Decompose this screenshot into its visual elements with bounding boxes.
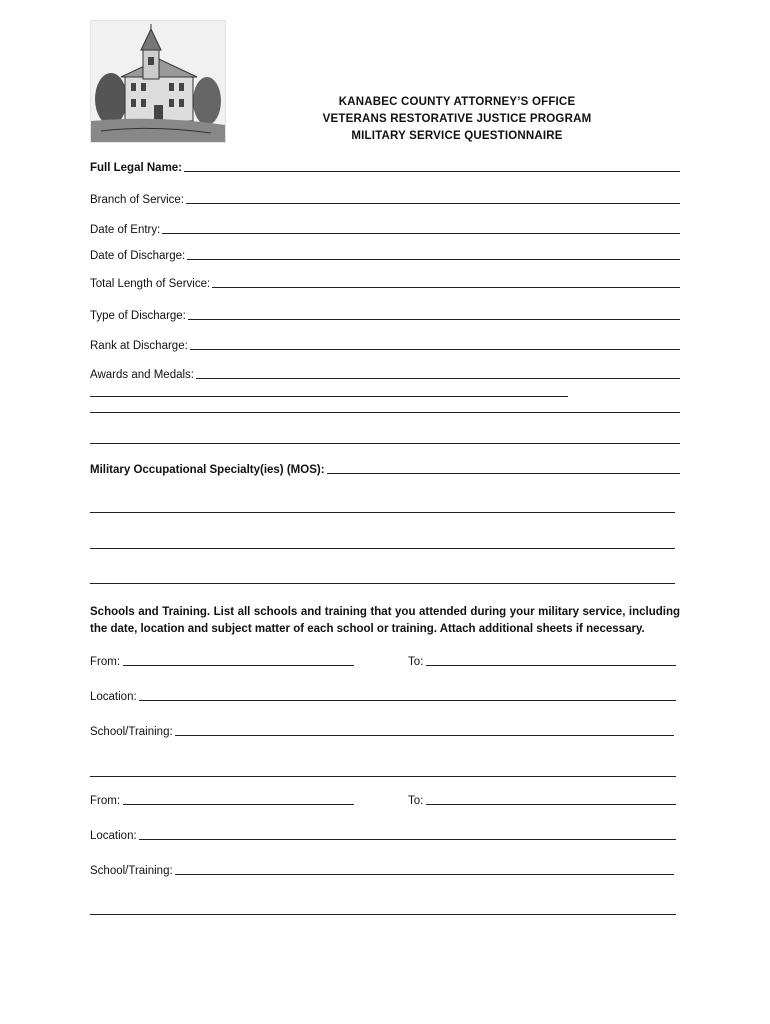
rank-at-discharge-line[interactable] bbox=[190, 349, 680, 350]
school-training-field[interactable] bbox=[90, 865, 674, 877]
courthouse-logo bbox=[90, 20, 226, 143]
rank-at-discharge-field[interactable] bbox=[90, 340, 680, 352]
school-training-line[interactable] bbox=[175, 874, 674, 875]
awards-and-medals-field[interactable] bbox=[90, 369, 680, 381]
awards-and-medals-line[interactable] bbox=[196, 378, 680, 379]
from-line[interactable] bbox=[123, 665, 354, 666]
location-line[interactable] bbox=[139, 839, 676, 840]
mos-field[interactable] bbox=[90, 464, 680, 476]
school-training-extra-line[interactable] bbox=[90, 776, 676, 777]
school-training-field[interactable] bbox=[90, 726, 674, 738]
full-legal-name-label: Full Legal Name: bbox=[90, 162, 183, 174]
total-length-of-service-label: Total Length of Service: bbox=[90, 278, 211, 290]
type-of-discharge-label: Type of Discharge: bbox=[90, 310, 186, 322]
school-training-line[interactable] bbox=[175, 735, 674, 736]
location-label: Location: bbox=[90, 830, 137, 842]
total-length-of-service-line[interactable] bbox=[212, 287, 680, 288]
to-label: To: bbox=[408, 795, 424, 807]
mos-extra-line[interactable] bbox=[90, 512, 675, 513]
date-of-discharge-line[interactable] bbox=[187, 259, 680, 260]
from-line[interactable] bbox=[123, 804, 354, 805]
full-legal-name-field[interactable] bbox=[90, 162, 680, 174]
from-label: From: bbox=[90, 795, 121, 807]
school-training-extra-line[interactable] bbox=[90, 914, 676, 915]
schools-training-instructions: Schools and Training. List all schools and training that you attended during your military service, including the date, location and subject matter of each school or training. Attach additional sheets if necessary. bbox=[90, 606, 680, 635]
location-label: Location: bbox=[90, 691, 137, 703]
location-line[interactable] bbox=[139, 700, 676, 701]
school-training-label: School/Training: bbox=[90, 726, 173, 738]
branch-of-service-field[interactable] bbox=[90, 194, 680, 206]
location-field[interactable] bbox=[90, 830, 676, 842]
courthouse-illustration bbox=[91, 21, 225, 142]
mos-label: Military Occupational Specialty(ies) (MOS): bbox=[90, 464, 325, 476]
from-field[interactable] bbox=[90, 656, 354, 668]
header-form-title: MILITARY SERVICE QUESTIONNAIRE bbox=[351, 130, 563, 142]
mos-extra-line[interactable] bbox=[90, 548, 675, 549]
date-of-entry-field[interactable] bbox=[90, 224, 680, 236]
awards-extra-line[interactable] bbox=[90, 396, 568, 397]
from-label: From: bbox=[90, 656, 121, 668]
date-of-discharge-label: Date of Discharge: bbox=[90, 250, 186, 262]
mos-extra-line[interactable] bbox=[90, 583, 675, 584]
mos-line[interactable] bbox=[327, 473, 680, 474]
date-of-entry-line[interactable] bbox=[162, 233, 680, 234]
awards-and-medals-label: Awards and Medals: bbox=[90, 369, 194, 381]
to-field[interactable] bbox=[408, 795, 676, 807]
awards-extra-line[interactable] bbox=[90, 443, 680, 444]
branch-of-service-label: Branch of Service: bbox=[90, 194, 184, 206]
header-office: KANABEC COUNTY ATTORNEY’S OFFICE bbox=[338, 96, 576, 108]
date-of-entry-label: Date of Entry: bbox=[90, 224, 161, 236]
type-of-discharge-line[interactable] bbox=[188, 319, 680, 320]
to-field[interactable] bbox=[408, 656, 676, 668]
full-legal-name-line[interactable] bbox=[184, 171, 680, 172]
to-line[interactable] bbox=[426, 804, 676, 805]
from-field[interactable] bbox=[90, 795, 354, 807]
to-line[interactable] bbox=[426, 665, 676, 666]
school-training-label: School/Training: bbox=[90, 865, 173, 877]
location-field[interactable] bbox=[90, 691, 676, 703]
type-of-discharge-field[interactable] bbox=[90, 310, 680, 322]
date-of-discharge-field[interactable] bbox=[90, 250, 680, 262]
total-length-of-service-field[interactable] bbox=[90, 278, 680, 290]
branch-of-service-line[interactable] bbox=[186, 203, 680, 204]
awards-extra-line[interactable] bbox=[90, 412, 680, 413]
header-program: VETERANS RESTORATIVE JUSTICE PROGRAM bbox=[322, 113, 592, 125]
to-label: To: bbox=[408, 656, 424, 668]
rank-at-discharge-label: Rank at Discharge: bbox=[90, 340, 188, 352]
